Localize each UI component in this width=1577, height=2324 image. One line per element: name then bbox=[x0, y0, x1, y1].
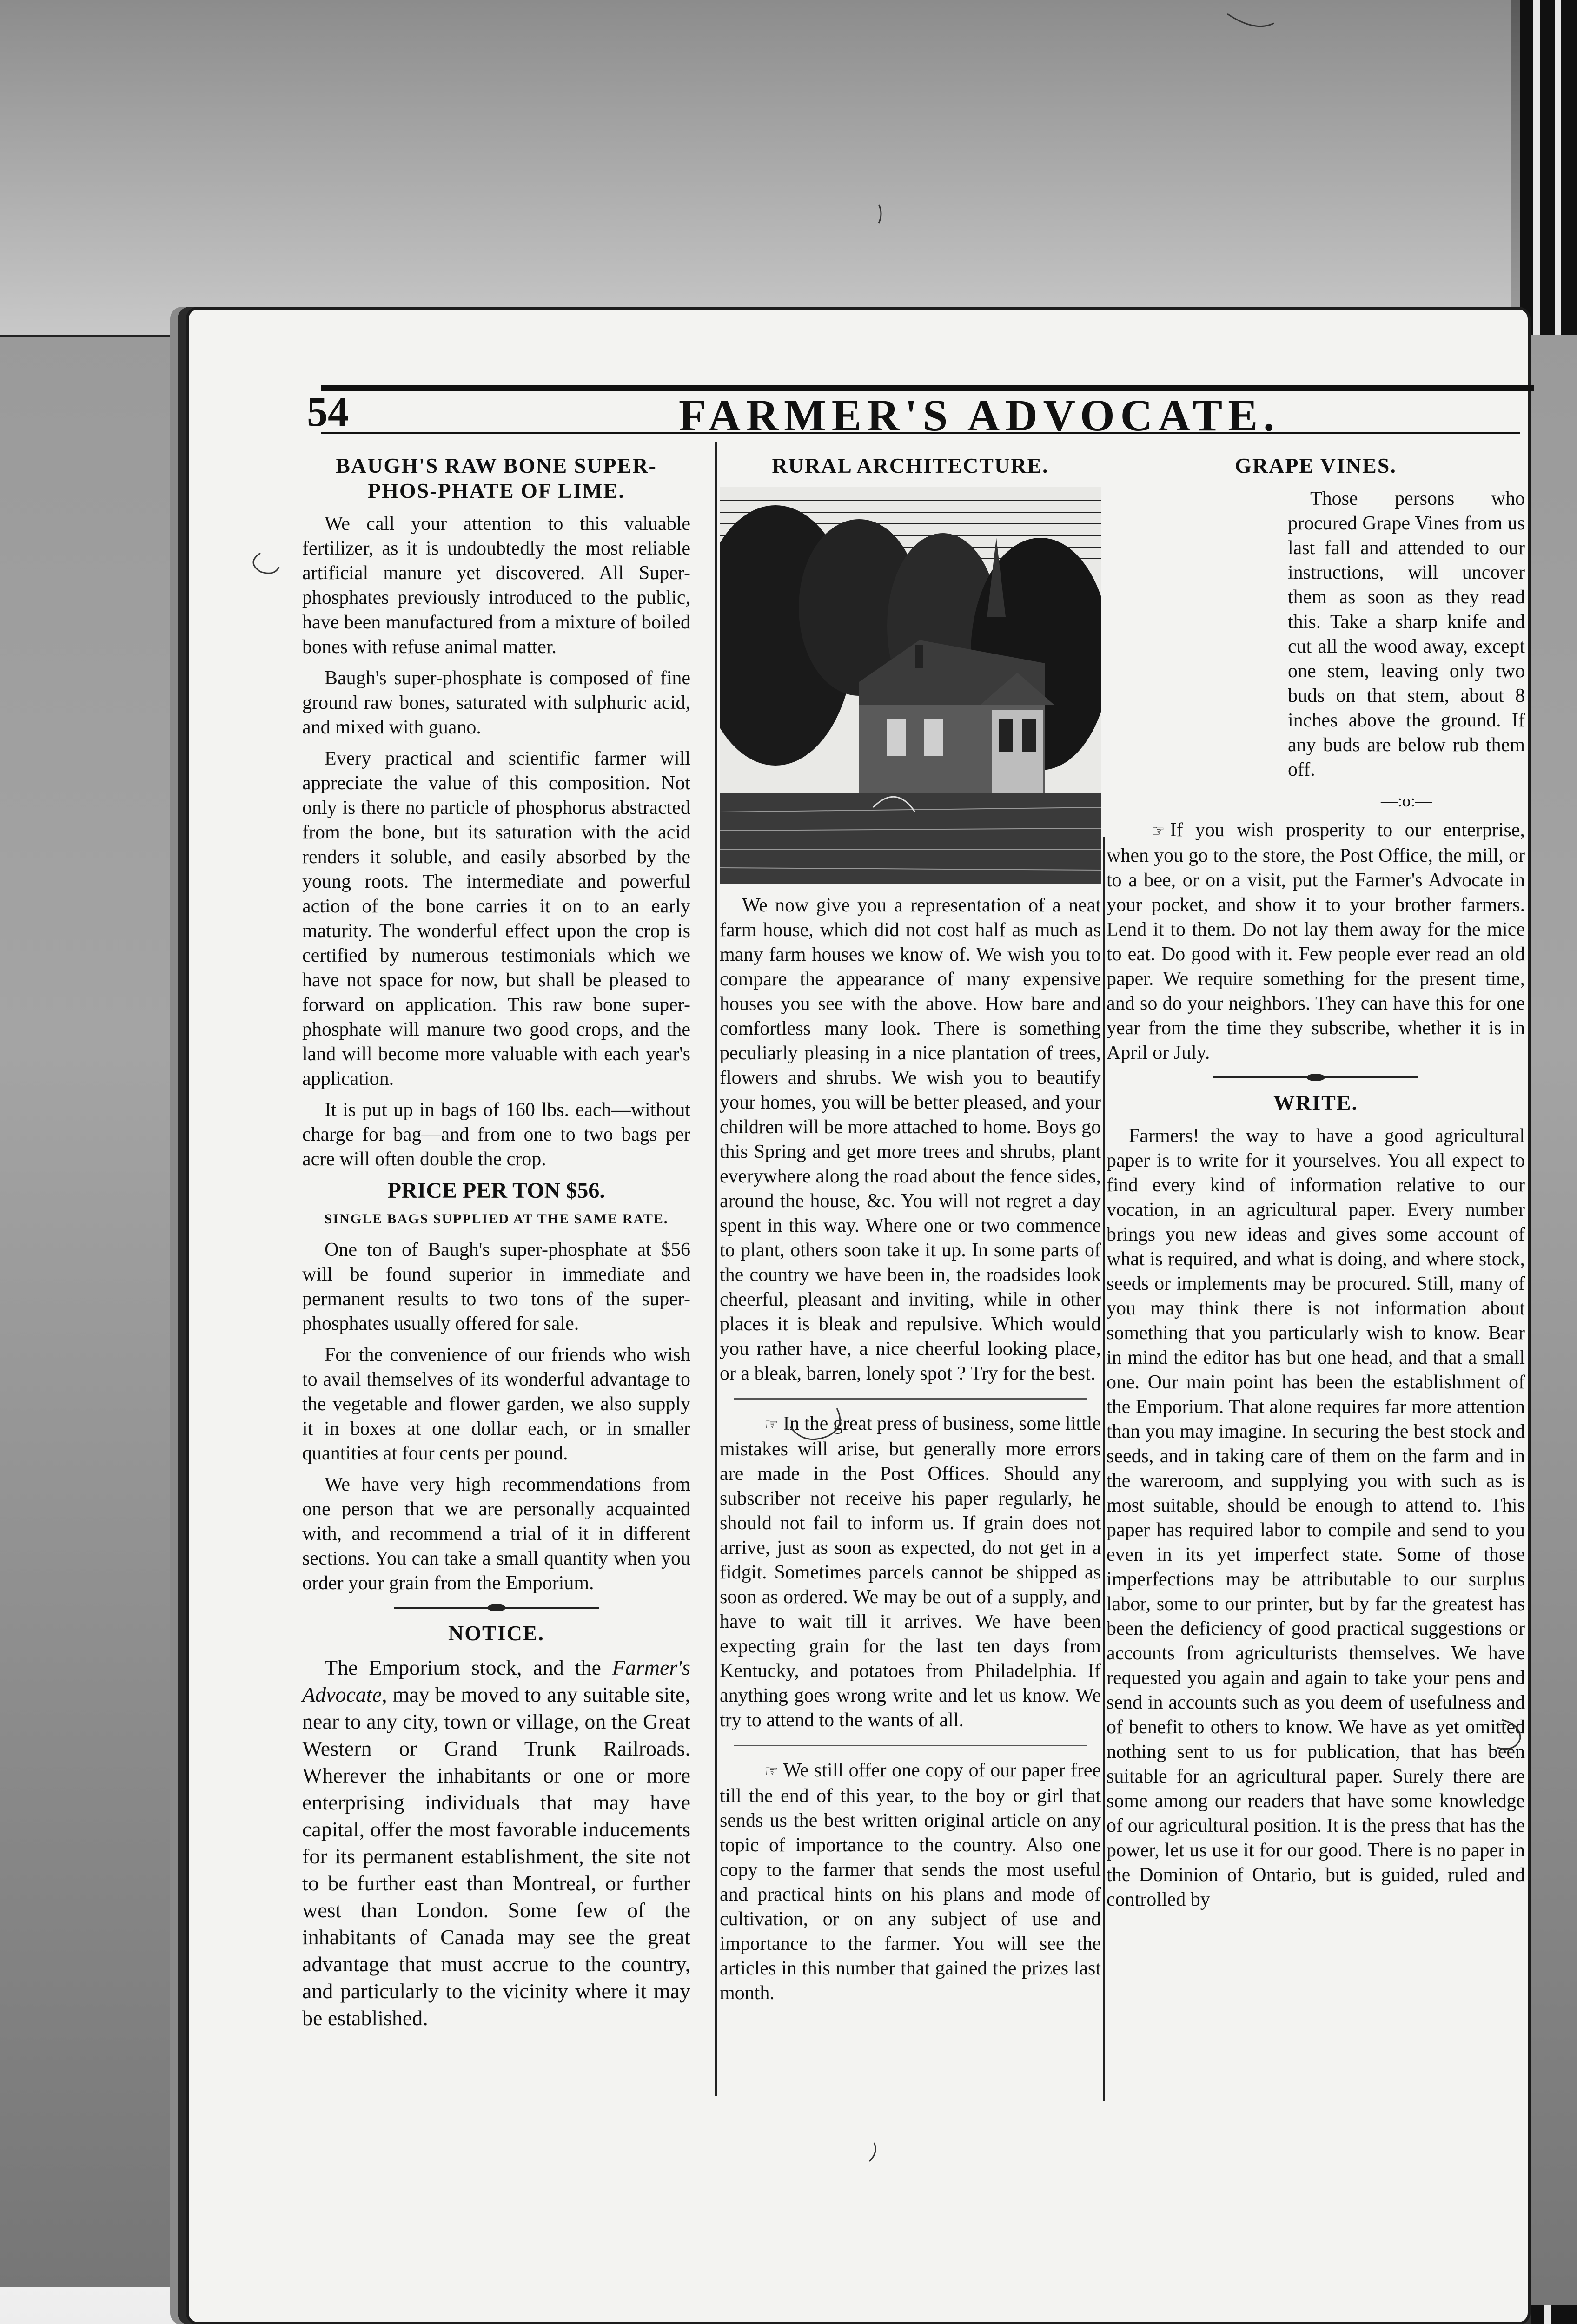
notice-text: The Emporium stock, and the bbox=[325, 1656, 612, 1679]
separator: —:o:— bbox=[1380, 792, 1432, 810]
article-title: BAUGH'S RAW BONE SUPER-PHOS-PHATE OF LIME. bbox=[336, 454, 657, 502]
paragraph-text: In the great press of business, some little mistakes will arise, but generally more errors are made in the Post Offices. Should any subscriber not receive his paper regularly, he should not fail to inform us. If grain does not arrive, just as soon as expected, do not get in a fidgit. Sometimes parcels cannot be shipped as soon as ordered. We may be out of a supply, and have to wait till it arrives. We have been expecting grain for the last ten days from Kentucky, and potatoes from Philadelphia. If anything goes wrong write and let us know. We try to attend to the wants of all. bbox=[720, 1413, 1101, 1731]
paragraph: Baugh's super-phosphate is composed of fine ground raw bones, saturated with sulphuric acid, and mixed with guano. bbox=[302, 667, 690, 738]
notice-title: NOTICE. bbox=[448, 1621, 544, 1645]
pointing-hand-icon: ☞ bbox=[1151, 823, 1166, 840]
paragraph: Every practical and scientific farmer will appreciate the value of this composition. Not only is there no particle of phosphorus abstracted from the bone, but its saturation with the acid renders it soluble, and easily absorbed by the young roots. The intermediate and powerful action of the bone carries it on to an early maturity. The wonderful effect upon the crop is certified by numerous testimonials which we have not space for now, but shall be pleased to forward on application. This raw bone super-phosphate will manure two good crops, and the land will become more valuable with each year's application. bbox=[302, 748, 690, 1089]
notice-text: , may be moved to any suitable site, near to any city, town or village, on the Great Western or Grand Trunk Railroads. Wherever the inhabitants or one or more enterprising individuals that may have capital, offer the most favorable inducements for its permanent establishment, the site not to be further east than Montreal, or further west than London. Some few of the inhabitants of Canada may see the great advantage that must accrue to the country, and particularly to the vicinity where it may be established. bbox=[302, 1683, 690, 2030]
paragraph: We call your attention to this valuable fertilizer, as it is undoubtedly the most reliable artificial manure yet discovered. All Super-phosphates previously introduced to the public, have been manufactured from a mixture of boiled bones with refuse animal matter. bbox=[302, 513, 690, 658]
paragraph: Those persons who procured Grape Vines from us last fall and attended to our instructions, will uncover them as soon as they read this. Take a sharp knife and cut all the wood away, except one stem, leaving only two buds on that stem, about 8 inches above the ground. If any buds are below rub them off. bbox=[1288, 488, 1525, 780]
paragraph: For the convenience of our friends who wish to avail themselves of its wonderful advantage to the vegetable and flower garden, we also supply it in boxes at one dollar each, or in smaller quantities at four cents per pound. bbox=[302, 1344, 690, 1464]
price-value: $56. bbox=[566, 1178, 605, 1203]
paragraph: We now give you a representation of a neat farm house, which did not cost half as much as many farm houses we know of. We wish you to compare the appearance of many expensive houses you see with the above. How bare and comfortless many look. There is something peculiarly pleasing in a nice plantation of trees, flowers and shrubs. We wish you to beautify your homes, you will be better pleased, and your children will be more attached to home. Boys go this Spring and get more trees and shrubs, plant everywhere along the road about the fence sides, around the house, &c. You will not regret a day spent in this way. Where one or two commence to plant, others soon take it up. In some parts of the country we have been in, the roadsides look cheerful, pleasant and inviting, while in other places it is bleak and repulsive. Which would you rather have, a nice cheerful looking place, or a bleak, barren, lonely spot ? Try for the best. bbox=[720, 895, 1101, 1384]
paragraph: We have very high recommendations from one person that we are personally acquainted with, and recommend a trial of it in different sections. You can take a small quantity when you order your grain from the Emporium. bbox=[302, 1474, 690, 1594]
notice-italic-text: Farmer's Advocate bbox=[302, 1656, 690, 1706]
single-bags-note: SINGLE BAGS SUPPLIED AT THE SAME RATE. bbox=[324, 1211, 669, 1227]
page-number: 54 bbox=[307, 389, 349, 435]
pointing-hand-icon: ☞ bbox=[764, 1416, 779, 1433]
article-title: GRAPE VINES. bbox=[1235, 454, 1397, 477]
paragraph: It is put up in bags of 160 lbs. each—without charge for bag—and from one to two bags per acre will often double the crop. bbox=[302, 1099, 690, 1170]
paragraph: One ton of Baugh's super-phosphate at $56 will be found superior in immediate and permanent results to two tons of the super-phosphates usually offered for sale. bbox=[302, 1239, 690, 1334]
paragraph-text: We still offer one copy of our paper free till the end of this year, to the boy or girl that sends us the best written original article on any topic of importance to the country. Also one copy to the farmer that sends the most useful and practical hints on his plans and mode of cultivation, or on any subject of use and importance to the farmer. You will see the articles in this number that gained the prizes last month. bbox=[720, 1760, 1101, 2004]
paragraph-text: If you wish prosperity to our enterprise, when you go to the store, the Post Office, the mill, or to a bee, or on a visit, put the Farmer's Advocate in your pocket, and show it to your brother farmers. Lend it to them. Do not lay them away for the mice to eat. Do good with it. Few people ever read an old paper. We require something for the present time, and so do your neighbors. They can have this for one year from the time they subscribe, whether it is in April or July. bbox=[1107, 819, 1525, 1063]
paragraph: Farmers! the way to have a good agricultural paper is to write for it yourselves. You all expect to find every kind of information relative to our vocation, in an agricultural paper. Every number brings you new ideas and gives some account of what is required, and what is doing, and where stock, seeds or implements may be procured. Still, many of you may think there is not information about something that you particularly wish to know. Bear in mind the editor has but one head, and that a small one. Our main point has been the establishment of the Emporium. That alone requires far more attention than you may imagine. In securing the best stock and seeds, and in taking care of them on the farm and in the wareroom, and supplying you with such as is most suitable, should be enough to attend to. This paper has required labor to compile and send to you even in its yet imperfect state. Some of those imperfections may be attributable to our surplus labor, some to our printer, but by far the greatest has been the deficiency of good practical suggestions or accounts from agriculturists themselves. We have requested you again and again to take your pens and send in accounts such as you deem of usefulness and of benefit to others to know. We have as yet omitted nothing sent to us for publication, that has been suitable for an agricultural paper. Surely there are some among our readers that have some knowledge of our agricultural position. It is the press that has the power, let us use it for our good. There is no paper in the Dominion of Ontario, but is guided, ruled and controlled by bbox=[1107, 1125, 1525, 1910]
masthead: FARMER'S ADVOCATE. bbox=[679, 390, 1280, 440]
article-title: RURAL ARCHITECTURE. bbox=[772, 454, 1049, 477]
price-label: PRICE PER TON bbox=[387, 1178, 561, 1203]
pointing-hand-icon: ☞ bbox=[764, 1763, 779, 1780]
write-title: WRITE. bbox=[1273, 1091, 1358, 1115]
